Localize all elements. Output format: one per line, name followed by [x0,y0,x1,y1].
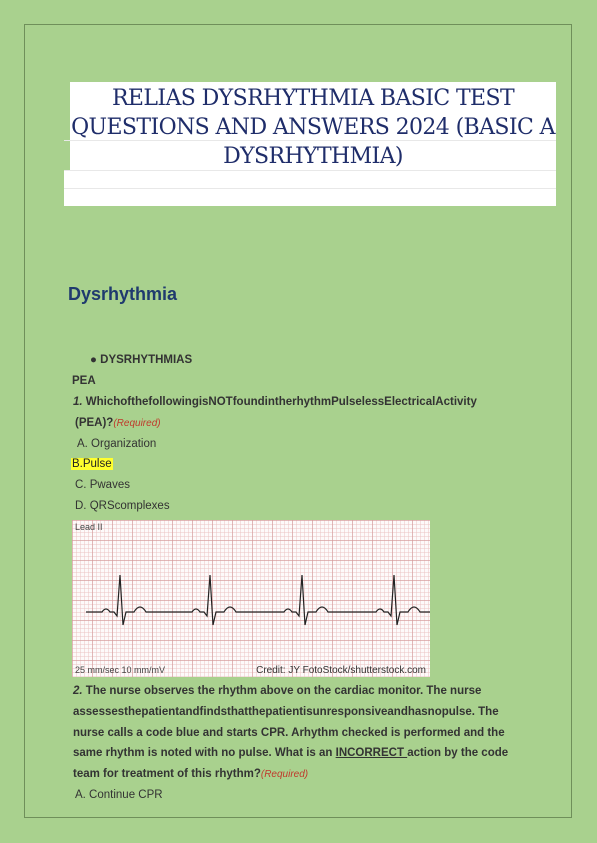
question-2-line-2: assessesthepatientandfindsthatthepatientisunresponsiveandhasnopulse. The [73,706,499,718]
title-box [64,82,556,206]
question-2-option-a[interactable]: A. Continue CPR [75,789,163,801]
question-1-option-d[interactable]: D. QRScomplexes [75,500,170,512]
question-2-text-5: team for treatment of this rhythm? [73,768,261,780]
question-2-line-3: nurse calls a code blue and starts CPR. Arhythm checked is performed and the [73,727,505,739]
question-2-text-4a: same rhythm is noted with no pulse. What is an [73,747,336,759]
subheading-pea: PEA [72,375,96,387]
ecg-speed-label: 25 mm/sec 10 mm/mV [75,665,166,675]
title-line-2: QUESTIONS AND ANSWERS 2024 (BASIC A [71,115,555,140]
required-tag: (Required) [260,769,309,780]
question-2-line-5 [73,768,308,780]
required-tag: (Required) [113,418,161,429]
title-line-1: RELIAS DYSRHYTHMIA BASIC TEST [111,86,515,111]
ecg-lead-label: Lead II [75,522,103,532]
bullet-dysrhythmias: ● DYSRHYTHMIAS [90,354,193,366]
question-2-text-4b: action by the code [407,747,509,759]
title-line-3: DYSRHYTHMIA) [223,144,403,169]
title-rule [64,188,556,189]
question-1-option-a[interactable]: A. Organization [77,438,157,450]
question-2-number: 2. [73,685,83,697]
question-1-option-c[interactable]: C. Pwaves [75,479,130,491]
incorrect-emphasis: INCORRECT [335,747,408,759]
ecg-waveform [72,520,430,677]
question-1-text: WhichofthefollowingisNOTfoundintherhythmPulselessElectricalActivity [82,396,477,408]
question-1-line-1 [73,396,477,408]
question-1-text-2: (PEA)? [75,417,114,429]
question-1-number: 1. [73,396,83,408]
question-1-option-b-answer[interactable] [71,458,113,470]
question-2-text-1: The nurse observes the rhythm above on the cardiac monitor. The nurse [82,685,482,697]
answer-highlight: B.Pulse [72,458,112,470]
image-credit: Credit: JY FotoStock/shutterstock.com [256,665,426,676]
section-heading: Dysrhythmia [68,284,178,304]
question-2-line-1 [73,685,481,697]
document-title [70,84,556,171]
question-2-line-4 [73,747,508,759]
ecg-rhythm-strip [72,520,430,677]
question-1-line-2 [75,417,161,429]
